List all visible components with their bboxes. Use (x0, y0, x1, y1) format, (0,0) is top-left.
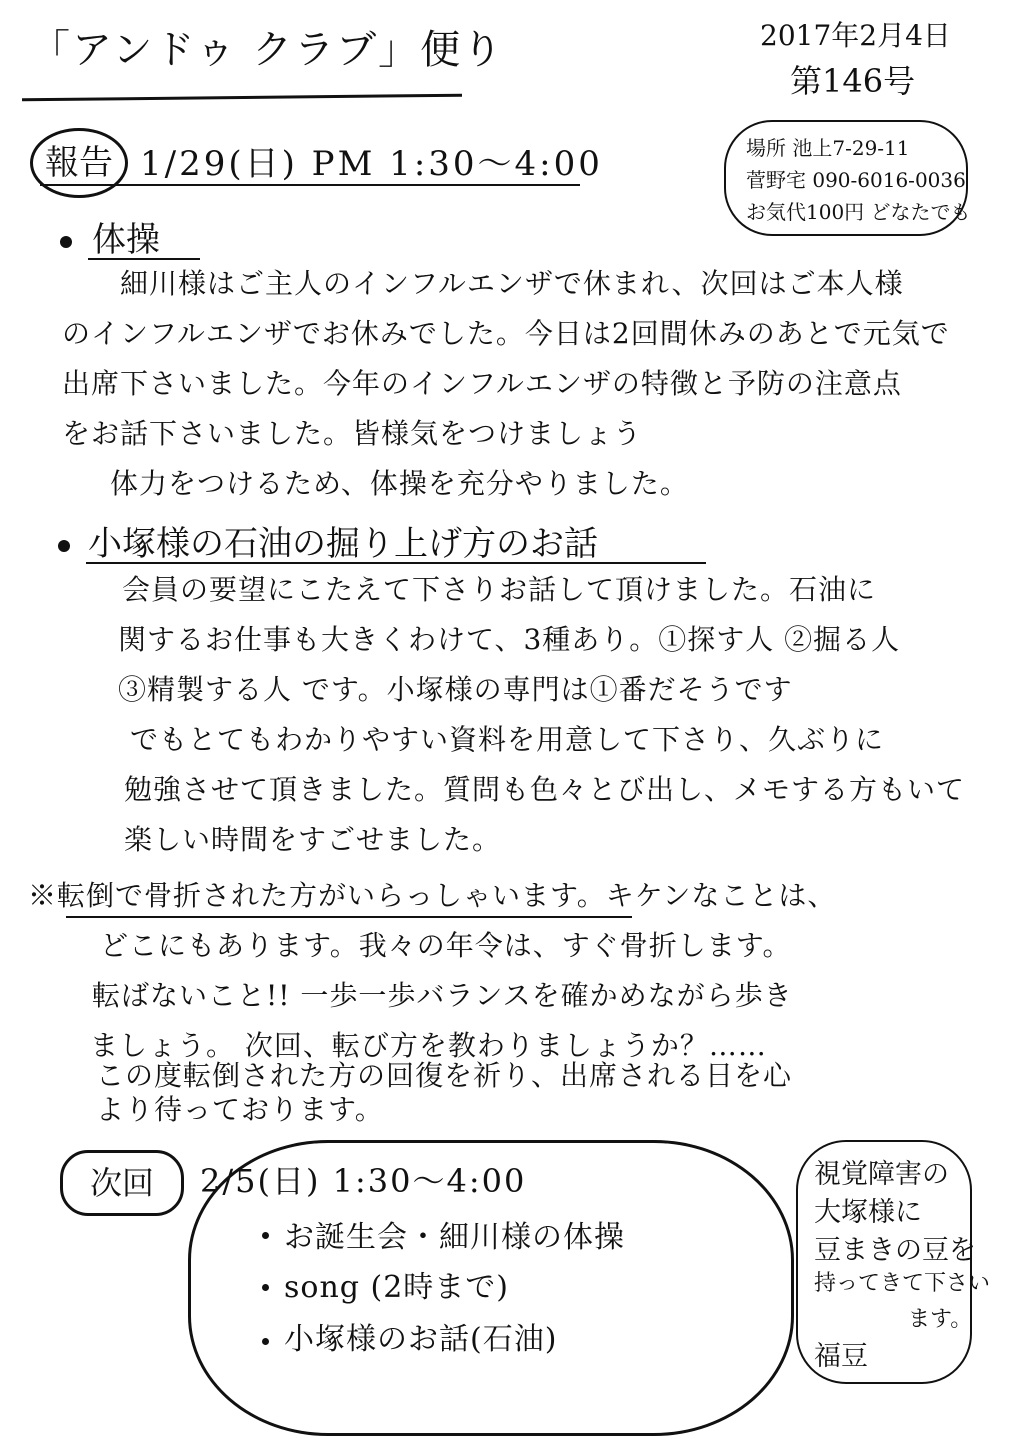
note-underline (66, 916, 632, 918)
report-datetime: 1/29(日) PM 1:30〜4:00 (140, 144, 603, 184)
section-heading-oil-talk: 小塚様の石油の掘り上げ方のお話 (88, 524, 598, 564)
body-text-line: ③精製する人 です。小塚様の専門は①番だそうです (118, 673, 793, 706)
side-note-line: 豆まきの豆を (814, 1235, 976, 1266)
note-text-line: この度転倒された方の回復を祈り、出席される日を心 (96, 1059, 793, 1092)
body-text-line: 出席下さいました。今年のインフルエンザの特徴と予防の注意点 (62, 367, 902, 400)
issue-date: 2017年2月4日 (760, 19, 951, 52)
section-heading-exercise: 体操 (92, 220, 160, 260)
body-text-line: 体力をつけるため、体操を充分やりました。 (110, 467, 689, 500)
issue-number: 第146号 (790, 62, 916, 100)
list-bullet (262, 1338, 269, 1345)
side-note-line: ます。 (908, 1307, 973, 1332)
place-line: 場所 池上7-29-11 (746, 136, 910, 160)
place-line: お気代100円 どなたでも (746, 200, 971, 224)
bullet-dot (58, 540, 70, 552)
body-text-line: でもとてもわかりやすい資料を用意して下さり、久ぶりに (130, 723, 885, 756)
body-text-line: 細川様はご主人のインフルエンザで休まれ、次回はご本人様 (120, 267, 904, 300)
next-meeting-item: song (2時まで) (284, 1270, 510, 1305)
list-bullet (262, 1284, 269, 1291)
note-text-line: どこにもあります。我々の年令は、すぐ骨折します。 (100, 929, 792, 962)
place-info-box (724, 120, 971, 236)
next-meeting-item: お誕生会・細川様の体操 (284, 1220, 625, 1255)
body-text-line: のインフルエンザでお休みでした。今日は2回間休みのあとで元気で (62, 317, 950, 350)
note-text-line: ※転倒で骨折された方がいらっしゃいます。キケンなことは、 (28, 879, 837, 912)
place-line: 菅野宅 090-6016-0036 (746, 168, 966, 192)
next-meeting-label: 次回 (60, 1150, 184, 1216)
side-note-line: 大塚様に (814, 1197, 922, 1228)
report-label-circle: 報告 (30, 128, 128, 198)
next-meeting-datetime: 2/5(日) 1:30〜4:00 (200, 1162, 527, 1200)
newsletter-title: 「アンドゥ クラブ」便り (30, 27, 505, 73)
side-note-line: 持ってきて下さい (814, 1271, 991, 1296)
title-underline (22, 94, 462, 102)
body-text-line: 勉強させて頂きました。質問も色々とび出し、メモする方もいて (124, 773, 966, 806)
body-text-line: 楽しい時間をすごせました。 (124, 823, 502, 856)
body-text-line: をお話下さいました。皆様気をつけましょう (62, 417, 643, 450)
report-underline (40, 184, 580, 186)
next-meeting-item: 小塚様のお話(石油) (284, 1322, 558, 1357)
note-text-line: 転ばないこと!! 一歩一歩バランスを確かめながら歩き (92, 979, 793, 1012)
section-heading-underline (86, 562, 706, 564)
side-note-line: 視覚障害の (814, 1159, 949, 1190)
body-text-line: 関するお仕事も大きくわけて、3種あり。①探す人 ②掘る人 (118, 623, 901, 656)
side-note-box (796, 1140, 991, 1384)
bullet-dot (60, 236, 72, 248)
note-text-line: より待っております。 (96, 1093, 384, 1126)
body-text-line: 会員の要望にこたえて下さりお話して頂けました。石油に (122, 573, 877, 606)
side-note-line: 福豆 (814, 1341, 868, 1372)
list-bullet (262, 1232, 269, 1239)
section-heading-underline (88, 258, 200, 260)
note-text-line: ましょう。 次回、転び方を教わりましょうか？…… (90, 1029, 767, 1062)
